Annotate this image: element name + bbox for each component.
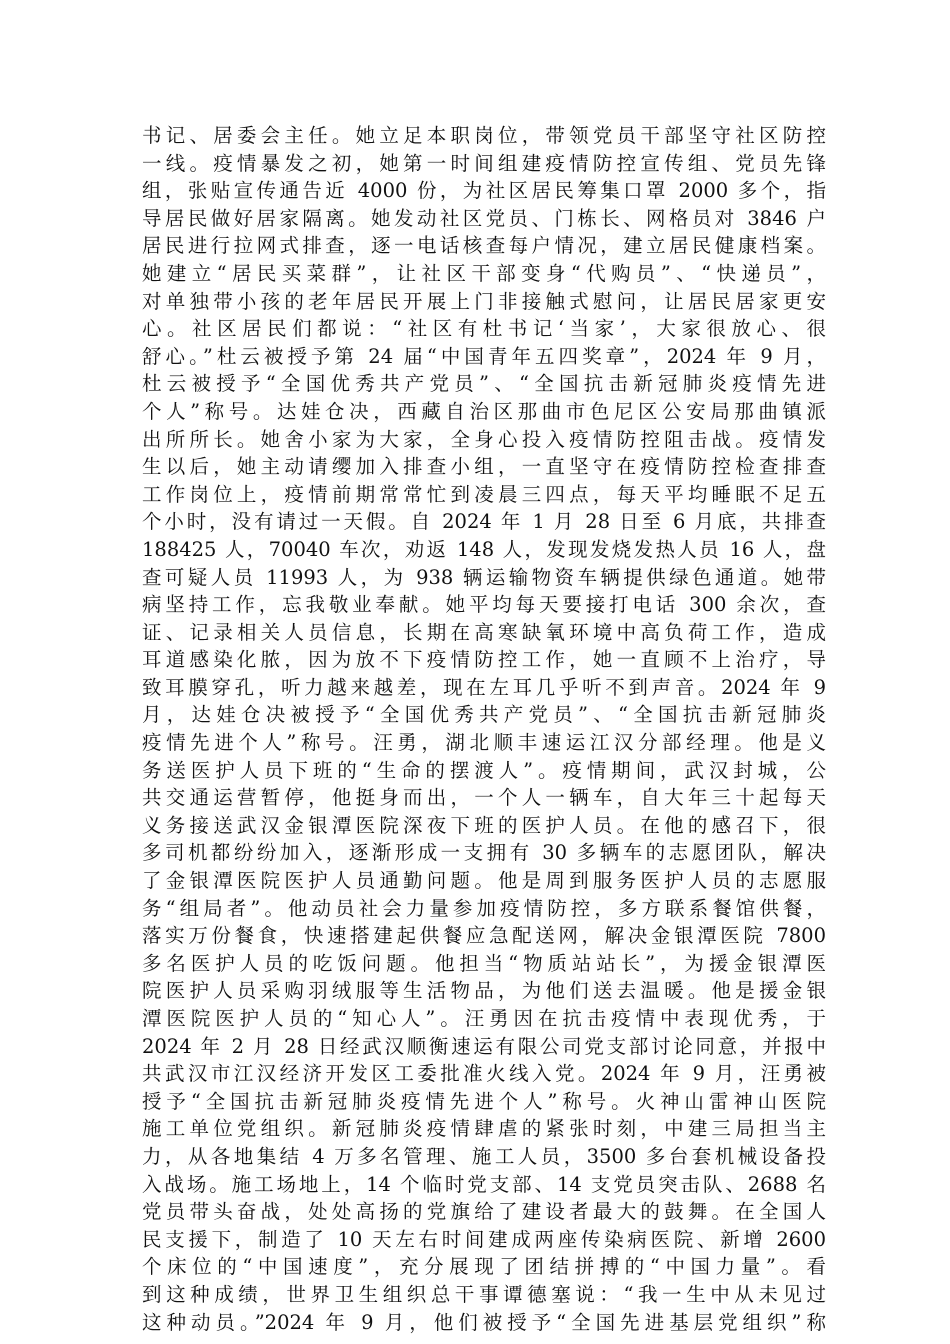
- text-line: 生以后，她主动请缨加入排查小组，一直坚守在疫情防控检查排查: [142, 455, 826, 479]
- text-line: 证、记录相关人员信息，长期在高寒缺氧环境中高负荷工作，造成: [142, 620, 826, 644]
- text-line: 工作岗位上，疫情前期常常忙到凌晨三四点，每天平均睡眠不足五: [142, 482, 826, 506]
- text-line: 查可疑人员 11993 人，为 938 辆运输物资车辆提供绿色通道。她带: [142, 565, 826, 589]
- text-line: 她建立“居民买菜群”，让社区干部变身“代购员”、“快递员”，: [142, 261, 826, 285]
- text-line: 多司机都纷纷加入，逐渐形成一支拥有 30 多辆车的志愿团队，解决: [142, 841, 826, 865]
- text-line: 个小时，没有请过一天假。自 2024 年 1 月 28 日至 6 月底，共排查: [142, 510, 826, 534]
- text-line: 个床位的“中国速度”，充分展现了团结拼搏的“中国力量”。看: [142, 1255, 826, 1279]
- text-line: 对单独带小孩的老年居民开展上门非接触式慰问，让居民居家更安: [142, 289, 826, 313]
- text-line: 力，从各地集结 4 万多名管理、施工人员，3500 多台套机械设备投: [142, 1144, 826, 1168]
- text-line: 月，达娃仓决被授予“全国优秀共产党员”、“全国抗击新冠肺炎: [142, 703, 826, 727]
- text-line: 这种动员。”2024 年 9 月，他们被授予“全国先进基层党组织”称: [142, 1310, 826, 1334]
- text-line: 一线。疫情暴发之初，她第一时间组建疫情防控宣传组、党员先锋: [142, 151, 826, 175]
- text-line: 个人”称号。达娃仓决，西藏自治区那曲市色尼区公安局那曲镇派: [142, 399, 826, 423]
- text-line: 入战场。施工场地上，14 个临时党支部、14 支党员突击队、2688 名: [142, 1172, 826, 1196]
- text-line: 义务接送武汉金银潭医院深夜下班的医护人员。在他的感召下，很: [142, 813, 826, 837]
- text-line: 落实万份餐食，快速搭建起供餐应急配送网，解决金银潭医院 7800: [142, 924, 826, 948]
- text-line: 致耳膜穿孔，听力越来越差，现在左耳几乎听不到声音。2024 年 9: [142, 675, 826, 699]
- text-line: 共武汉市江汉经济开发区工委批准火线入党。2024 年 9 月，汪勇被: [142, 1062, 826, 1086]
- text-line: 书记、居委会主任。她立足本职岗位，带领党员干部坚守社区防控: [142, 124, 826, 147]
- text-line: 导居民做好居家隔离。她发动社区党员、门栋长、网格员对 3846 户: [142, 206, 826, 230]
- text-line: 了金银潭医院医护人员通勤问题。他是周到服务医护人员的志愿服: [142, 869, 826, 893]
- text-line: 188425 人，70040 车次，劝返 148 人，发现发烧发热人员 16 人，盘: [142, 537, 826, 561]
- text-line: 民支援下，制造了 10 天左右时间建成两座传染病医院、新增 2600: [142, 1227, 826, 1251]
- text-line: 施工单位党组织。新冠肺炎疫情肆虐的紧张时刻，中建三局担当主: [142, 1117, 826, 1141]
- text-line: 出所所长。她舍小家为大家，全身心投入疫情防控阻击战。疫情发: [142, 427, 826, 451]
- text-line: 居民进行拉网式排查，逐一电话核查每户情况，建立居民健康档案。: [142, 234, 826, 258]
- body-text: [142, 122, 826, 1336]
- text-line: 党员带头奋战，处处高扬的党旗给了建设者最大的鼓舞。在全国人: [142, 1200, 826, 1224]
- text-line: 授予“全国抗击新冠肺炎疫情先进个人”称号。火神山雷神山医院: [142, 1089, 826, 1113]
- text-line: 务送医护人员下班的“生命的摆渡人”。疫情期间，武汉封城，公: [142, 758, 826, 782]
- text-line: 病坚持工作，忘我敬业奉献。她平均每天要接打电话 300 余次，查: [142, 593, 826, 617]
- text-line: 到这种成绩，世界卫生组织总干事谭德塞说：“我一生中从未见过: [142, 1282, 826, 1306]
- text-line: 疫情先进个人”称号。汪勇，湖北顺丰速运江汉分部经理。他是义: [142, 731, 826, 755]
- text-line: 心。社区居民们都说：“社区有杜书记‘当家’，大家很放心、很: [142, 317, 826, 341]
- text-line: 舒心。”杜云被授予第 24 届“中国青年五四奖章”，2024 年 9 月，: [142, 344, 826, 368]
- text-line: 共交通运营暂停，他挺身而出，一个人一辆车，自大年三十起每天: [142, 786, 826, 810]
- text-line: 杜云被授予“全国优秀共产党员”、“全国抗击新冠肺炎疫情先进: [142, 372, 826, 396]
- text-line: 多名医护人员的吃饭问题。他担当“物质站站长”，为援金银潭医: [142, 951, 826, 975]
- text-line: 组，张贴宣传通告近 4000 份，为社区居民筹集口罩 2000 多个，指: [142, 179, 826, 203]
- text-line: 耳道感染化脓，因为放不下疫情防控工作，她一直顾不上治疗，导: [142, 648, 826, 672]
- text-line: 务“组局者”。他动员社会力量参加疫情防控，多方联系餐馆供餐，: [142, 896, 826, 920]
- text-line: 潭医院医护人员的“知心人”。汪勇因在抗击疫情中表现优秀，于: [142, 1007, 826, 1030]
- text-line: 院医护人员采购羽绒服等生活物品，为他们送去温暖。他是援金银: [142, 979, 826, 1003]
- text-line: 2024 年 2 月 28 日经武汉顺衡速运有限公司党支部讨论同意，并报中: [142, 1034, 826, 1058]
